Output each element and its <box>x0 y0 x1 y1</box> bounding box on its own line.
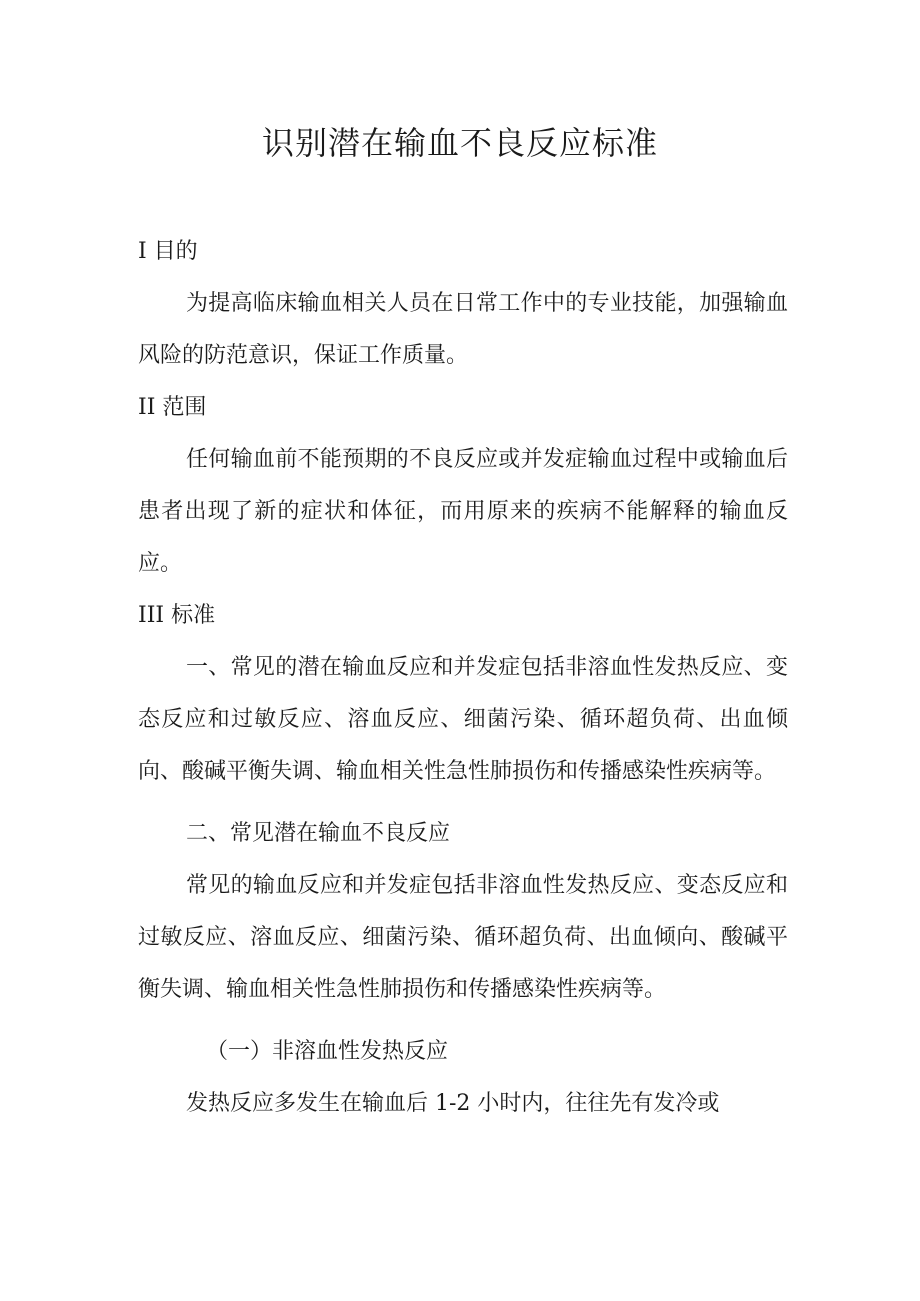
paragraph-common-reactions: 一、常见的潜在输血反应和并发症包括非溶血性发热反应、变态反应和过敏反应、溶血反应、细菌污染、循环超负荷、出血倾向、酸碱平衡失调、输血相关性急性肺损伤和传播感染性疾病等。 <box>138 655 788 784</box>
document-body <box>138 226 788 1130</box>
document-title: 识别潜在输血不良反应标准 <box>261 124 658 162</box>
paragraph-purpose: 为提高临床输血相关人员在日常工作中的专业技能，加强输血风险的防范意识，保证工作质量。 <box>138 291 788 368</box>
section-heading-scope: II 范围 <box>138 395 207 420</box>
section-heading-standard: III 标准 <box>138 603 216 628</box>
subheading-febrile-reaction: （一）非溶血性发热反应 <box>206 1039 449 1064</box>
paragraph-adverse-reactions: 常见的输血反应和并发症包括非溶血性发热反应、变态反应和过敏反应、溶血反应、细菌污染、循环超负荷、出血倾向、酸碱平衡失调、输血相关性急性肺损伤和传播感染性疾病等。 <box>138 873 788 1002</box>
paragraph-heading-adverse-reactions: 二、常见潜在输血不良反应 <box>186 821 451 846</box>
paragraph-scope: 任何输血前不能预期的不良反应或并发症输血过程中或输血后患者出现了新的症状和体征，而用原来的疾病不能解释的输血反应。 <box>138 447 788 576</box>
paragraph-febrile-reaction: 发热反应多发生在输血后 1-2 小时内，往往先有发冷或 <box>186 1091 720 1116</box>
section-heading-purpose: I 目的 <box>138 239 198 264</box>
